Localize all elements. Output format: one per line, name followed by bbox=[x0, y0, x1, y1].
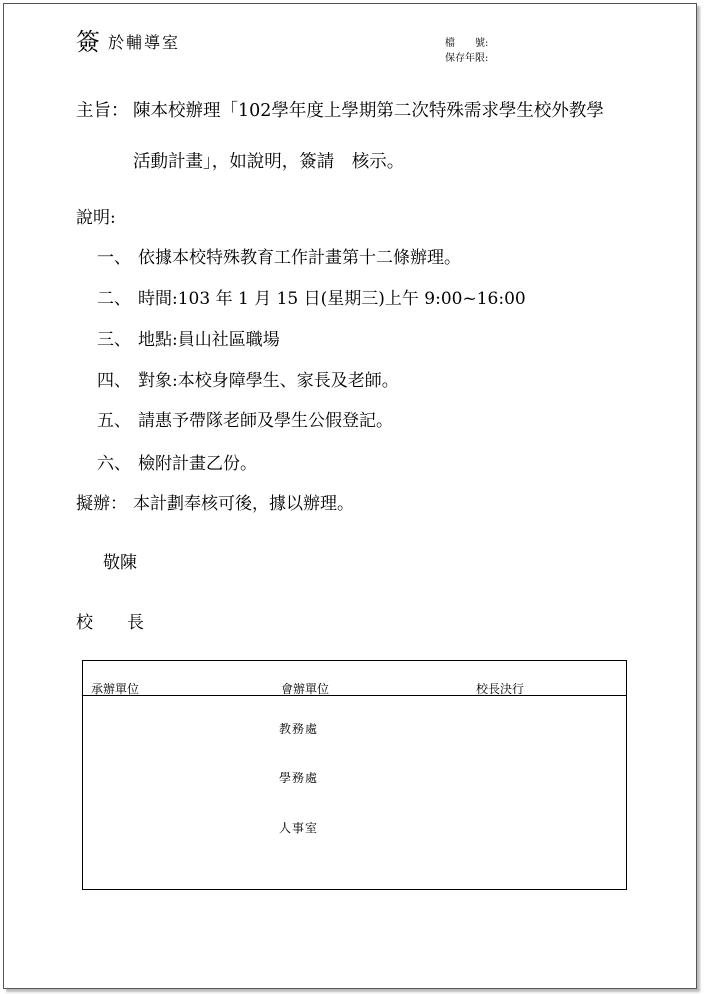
file-number-label: 檔 號: bbox=[445, 38, 489, 49]
subject-label: 主旨： bbox=[76, 101, 129, 121]
cosign-unit: 學務處 bbox=[279, 771, 319, 785]
closing: 敬陳 bbox=[103, 553, 137, 573]
subject-line-1: 陳本校辦理「102學年度上學期第二次特殊需求學生校外教學 bbox=[133, 101, 604, 121]
retention-period-label: 保存年限: bbox=[445, 53, 489, 64]
item-text: 時間:103 年 1 月 15 日(星期三)上午 9:00~16:00 bbox=[138, 289, 526, 309]
proposal-label: 擬辦： bbox=[76, 494, 127, 514]
sign-char: 簽 bbox=[76, 28, 100, 56]
principal-label: 校 長 bbox=[76, 613, 144, 633]
explanation-label: 說明: bbox=[76, 208, 116, 228]
item-text: 依據本校特殊教育工作計畫第十二條辦理。 bbox=[138, 248, 461, 268]
item-number: 四、 bbox=[97, 371, 131, 391]
cosign-unit: 人事室 bbox=[279, 821, 319, 835]
item-text: 對象:本校身障學生、家長及老師。 bbox=[138, 371, 399, 391]
approval-table-header bbox=[83, 661, 627, 696]
office-name: 於輔導室 bbox=[108, 33, 181, 52]
subject-line-2: 活動計畫」，如說明，簽請 核示。 bbox=[133, 152, 405, 172]
cosign-unit: 教務處 bbox=[279, 722, 319, 736]
approval-table-body bbox=[83, 696, 627, 890]
item-text: 請惠予帶隊老師及學生公假登記。 bbox=[138, 411, 393, 431]
item-text: 地點:員山社區職場 bbox=[138, 330, 280, 350]
header-principal-decision: 校長決行 bbox=[476, 682, 525, 696]
item-number: 六、 bbox=[97, 454, 131, 474]
item-text: 檢附計畫乙份。 bbox=[138, 454, 257, 474]
item-number: 三、 bbox=[97, 330, 131, 350]
item-number: 五、 bbox=[97, 411, 131, 431]
item-number: 一、 bbox=[97, 248, 131, 268]
approval-table bbox=[82, 660, 627, 890]
header-undertaking-unit: 承辦單位 bbox=[91, 682, 140, 696]
item-number: 二、 bbox=[97, 289, 131, 309]
proposal-text: 本計劃奉核可後，據以辦理。 bbox=[133, 494, 354, 514]
header-cosign-unit: 會辦單位 bbox=[281, 682, 330, 696]
